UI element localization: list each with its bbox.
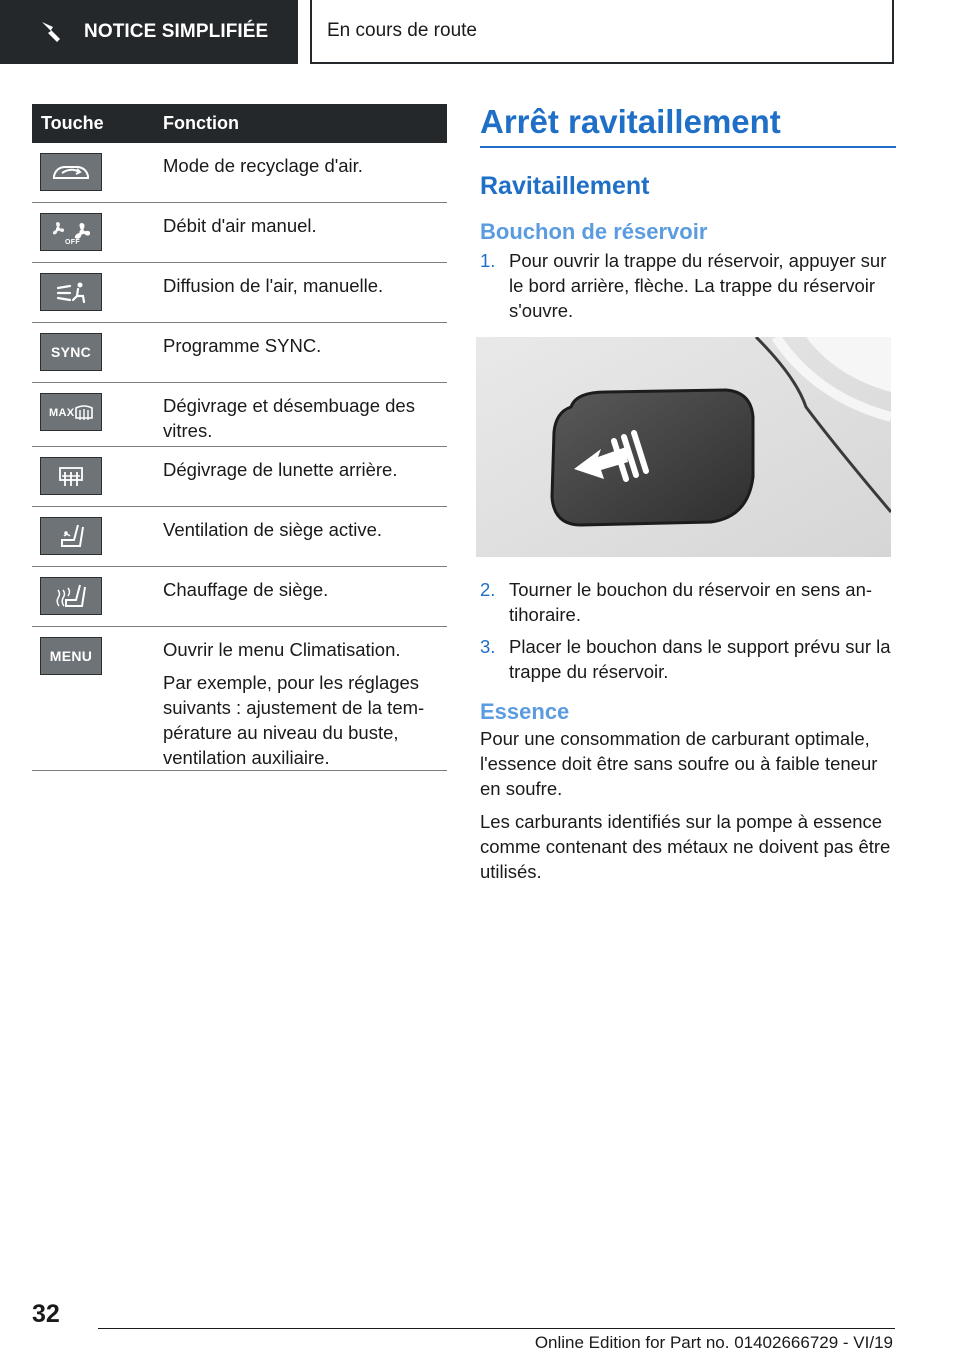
function-note: Par exemple, pour les réglages suivants : ajustement de la tem-pérature au niveau du buste, ventilation auxiliaire. xyxy=(163,672,425,768)
table-row xyxy=(32,567,447,627)
function-text: Chauffage de siège. xyxy=(163,579,329,600)
function-text: Ventilation de siège active. xyxy=(163,519,383,540)
function-text: Débit d'air manuel. xyxy=(163,215,317,236)
step-number: 3. xyxy=(480,636,496,657)
table-header xyxy=(32,104,447,143)
list-item xyxy=(480,248,896,323)
table-row xyxy=(32,263,447,323)
rear-defrost-key xyxy=(40,457,102,495)
max-defrost-icon xyxy=(48,398,94,426)
function-text: Mode de recyclage d'air. xyxy=(163,155,363,176)
seat-heating-key xyxy=(40,577,102,615)
step-number: 1. xyxy=(480,250,496,271)
rear-defrost-icon xyxy=(48,462,94,490)
refuel-section xyxy=(480,100,896,892)
paragraph: Les carburants identifiés sur la pompe à essence comme contenant des métaux ne doivent pas être utilisés. xyxy=(480,811,891,882)
air-distribution-key xyxy=(40,273,102,311)
step-text: Placer le bouchon dans le support prévu sur la trappe du réservoir. xyxy=(509,636,891,682)
section-heading: Ravitaillement xyxy=(480,172,650,200)
air-distribution-icon xyxy=(48,278,94,306)
controls-table xyxy=(32,104,447,774)
seat-ventilation-key xyxy=(40,517,102,555)
paragraph: Pour une consommation de carburant optimale, l'essence doit être sans soufre ou à faible teneur en soufre. xyxy=(480,728,878,799)
step-text: Pour ouvrir la trappe du réservoir, appuyer sur le bord arrière, flèche. La trappe du réservoir s'ouvre. xyxy=(509,250,887,321)
table-header-function: Fonction xyxy=(163,113,239,133)
table-row xyxy=(32,447,447,507)
max-label: MAX xyxy=(49,407,75,419)
fan-speed-key xyxy=(40,213,102,251)
footer-edition: Online Edition for Part no. 01402666729 - VI/19 xyxy=(534,1333,893,1352)
seat-ventilation-icon xyxy=(48,522,94,550)
function-text: Programme SYNC. xyxy=(163,335,322,356)
table-bottom-rule xyxy=(32,770,447,771)
table-row xyxy=(32,203,447,263)
table-row xyxy=(32,323,447,383)
fuel-flap-illustration xyxy=(476,337,891,557)
fan-off-label: OFF xyxy=(65,239,80,246)
air-recirculation-icon xyxy=(48,158,94,186)
function-text: Diffusion de l'air, manuelle. xyxy=(163,275,384,296)
fan-speed-icon xyxy=(48,218,94,246)
steps-list xyxy=(480,577,896,684)
subsection-heading-fuel-cap: Bouchon de réservoir xyxy=(480,219,708,244)
table-row xyxy=(32,143,447,203)
header-section xyxy=(310,0,894,64)
table-header-key: Touche xyxy=(41,113,104,133)
page-title: Arrêt ravitaillement xyxy=(480,100,896,148)
step-number: 2. xyxy=(480,579,496,600)
function-text: Dégivrage de lunette arrière. xyxy=(163,459,398,480)
sync-key: SYNC xyxy=(40,333,102,371)
list-item xyxy=(480,577,896,627)
table-row xyxy=(32,627,447,774)
subsection-heading-petrol: Essence xyxy=(480,699,570,724)
header-tab xyxy=(0,0,298,64)
table-row xyxy=(32,383,447,447)
page-number: 32 xyxy=(32,1300,60,1328)
menu-key: MENU xyxy=(40,637,102,675)
list-item xyxy=(480,634,896,684)
header-section-label: En cours de route xyxy=(327,20,477,41)
air-recirculation-key xyxy=(40,153,102,191)
header-tab-label: NOTICE SIMPLIFIÉE xyxy=(84,21,269,42)
steps-list xyxy=(480,248,896,323)
table-row xyxy=(32,507,447,567)
max-defrost-key xyxy=(40,393,102,431)
pointing-hand-icon xyxy=(38,18,66,46)
footer-rule xyxy=(98,1328,895,1329)
step-text: Tourner le bouchon du réservoir en sens an-tihoraire. xyxy=(509,579,873,625)
function-text: Ouvrir le menu Climatisation. xyxy=(163,639,401,660)
seat-heating-icon xyxy=(48,582,94,610)
function-text: Dégivrage et désembuage des vitres. xyxy=(163,395,415,441)
